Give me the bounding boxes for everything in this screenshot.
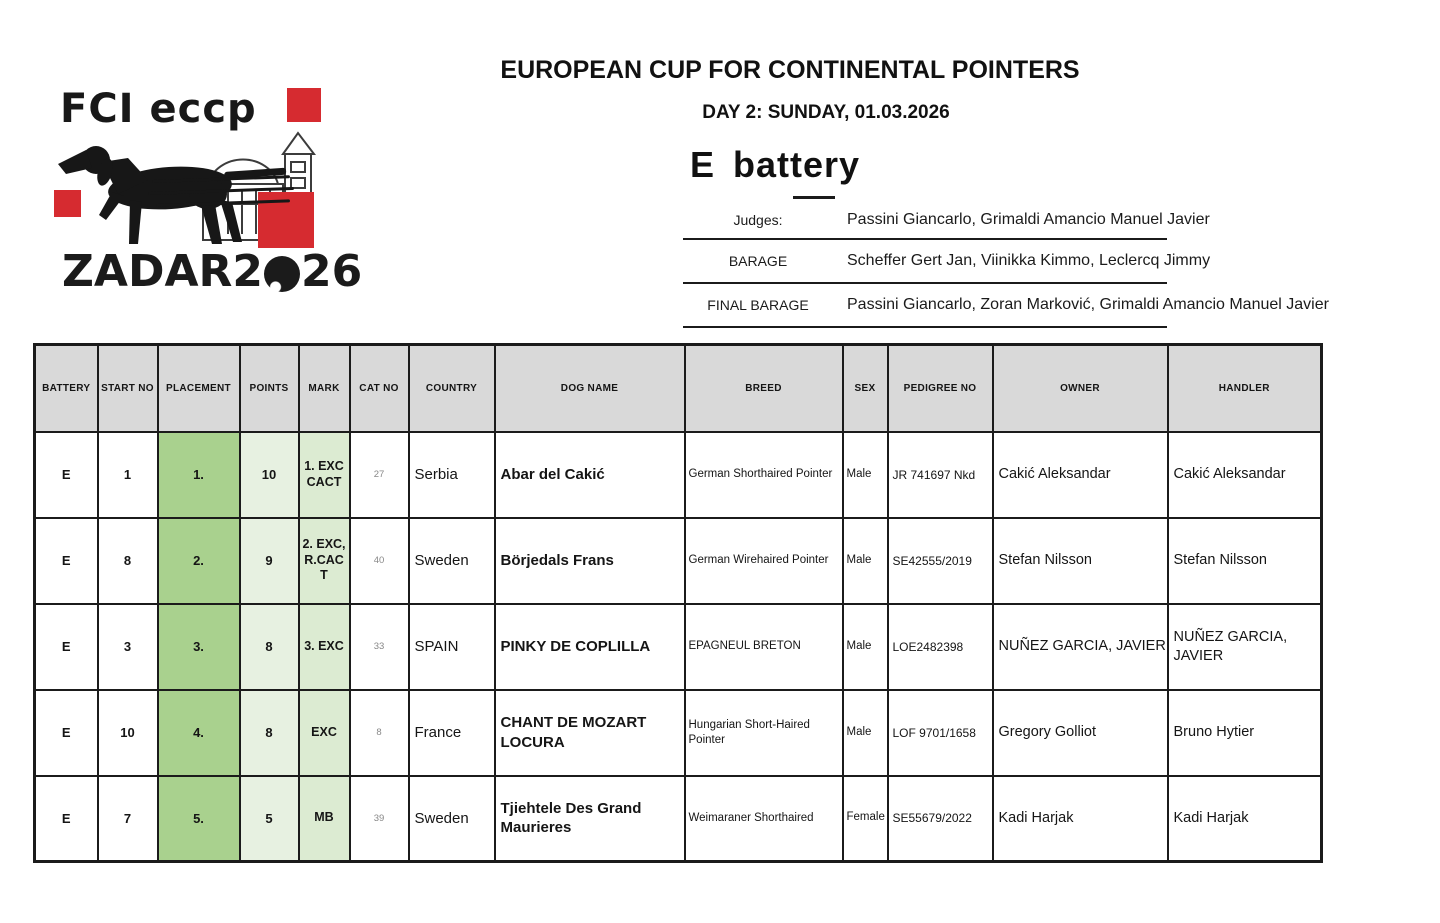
logo-event-suffix: 26 [301,246,363,297]
cell-handler: Kadi Harjak [1168,776,1322,862]
event-logo [60,86,330,132]
cell-owner: Stefan Nilsson [993,518,1168,604]
cell-sex: Male [843,518,888,604]
barage-names: Scheffer Gert Jan, Viinikka Kimmo, Leclercq Jimmy [847,252,1211,269]
cell-dog-name: Tjiehtele Des Grand Maurieres [495,776,685,862]
cell-sex: Female [843,776,888,862]
cell-pedigree-no: SE55679/2022 [888,776,993,862]
battery-title [690,144,860,186]
page-title: EUROPEAN CUP FOR CONTINENTAL POINTERS [500,56,1080,84]
final-barage-names: Passini Giancarlo, Zoran Marković, Grimaldi Amancio Manuel Javier [847,296,1329,313]
cell-country: Sweden [409,518,495,604]
col-sex: SEX [843,345,888,432]
col-start-no: START NO [98,345,158,432]
cell-start-no: 3 [98,604,158,690]
judges-names: Passini Giancarlo, Grimaldi Amancio Manuel Javier [847,211,1210,228]
cell-start-no: 7 [98,776,158,862]
judges-label: Judges: [733,212,783,228]
judges-panel [683,202,1329,328]
cell-start-no: 8 [98,518,158,604]
battery-letter: E [690,144,716,185]
logo-event-prefix: ZADAR2 [62,246,264,297]
cell-placement: 2. [158,518,240,604]
red-square-icon [287,88,321,122]
stylized-zero-icon [264,256,300,292]
cell-handler: NUÑEZ GARCIA, JAVIER [1168,604,1322,690]
table-row [35,690,1322,776]
cell-battery: E [35,776,98,862]
col-placement: PLACEMENT [158,345,240,432]
cell-pedigree-no: SE42555/2019 [888,518,993,604]
barage-row [683,240,1211,284]
barage-label: BARAGE [728,253,788,269]
logo-graphic [52,130,330,248]
cell-cat-no: 39 [350,776,409,862]
cell-handler: Cakić Aleksandar [1168,432,1322,518]
col-handler: HANDLER [1168,345,1322,432]
final-barage-label: FINAL BARAGE [707,297,809,313]
final-barage-row [683,284,1329,328]
cell-country: Sweden [409,776,495,862]
cell-dog-name: PINKY DE COPLILLA [495,604,685,690]
cell-breed: EPAGNEUL BRETON [685,604,843,690]
cell-cat-no: 33 [350,604,409,690]
cell-placement: 3. [158,604,240,690]
cell-placement: 5. [158,776,240,862]
day-subtitle: DAY 2: SUNDAY, 01.03.2026 [702,102,950,123]
col-owner: OWNER [993,345,1168,432]
cell-owner: NUÑEZ GARCIA, JAVIER [993,604,1168,690]
cell-sex: Male [843,690,888,776]
judges-row [683,202,1210,240]
cell-points: 8 [240,690,299,776]
battery-underline [793,196,835,199]
table-row [35,776,1322,862]
cell-handler: Stefan Nilsson [1168,518,1322,604]
cell-points: 10 [240,432,299,518]
cell-dog-name: Börjedals Frans [495,518,685,604]
cell-pedigree-no: JR 741697 Nkd [888,432,993,518]
cell-points: 5 [240,776,299,862]
cell-owner: Kadi Harjak [993,776,1168,862]
cell-points: 8 [240,604,299,690]
cell-cat-no: 27 [350,432,409,518]
table-row [35,432,1322,518]
cell-battery: E [35,518,98,604]
cell-mark: 1. EXC CACT [299,432,350,518]
cell-cat-no: 8 [350,690,409,776]
col-cat-no: CAT NO [350,345,409,432]
table-row [35,518,1322,604]
logo-org-text: FCI eccp [60,86,257,132]
logo-event-text [62,246,362,297]
col-pedigree-no: PEDIGREE NO [888,345,993,432]
cell-handler: Bruno Hytier [1168,690,1322,776]
cell-owner: Gregory Golliot [993,690,1168,776]
cell-breed: German Wirehaired Pointer [685,518,843,604]
results-table-wrap [33,343,1323,863]
cell-battery: E [35,604,98,690]
cell-mark: 2. EXC, R.CACT [299,518,350,604]
battery-word: battery [733,144,861,185]
cell-breed: Hungarian Short-Haired Pointer [685,690,843,776]
cell-country: SPAIN [409,604,495,690]
col-country: COUNTRY [409,345,495,432]
cell-pedigree-no: LOE2482398 [888,604,993,690]
cell-mark: EXC [299,690,350,776]
cell-battery: E [35,432,98,518]
col-dog-name: DOG NAME [495,345,685,432]
cell-mark: 3. EXC [299,604,350,690]
cell-dog-name: CHANT DE MOZART LOCURA [495,690,685,776]
cell-pedigree-no: LOF 9701/1658 [888,690,993,776]
cell-dog-name: Abar del Cakić [495,432,685,518]
cell-points: 9 [240,518,299,604]
col-points: POINTS [240,345,299,432]
cell-cat-no: 40 [350,518,409,604]
cell-sex: Male [843,432,888,518]
cell-sex: Male [843,604,888,690]
cell-country: Serbia [409,432,495,518]
results-table [33,343,1323,863]
col-breed: BREED [685,345,843,432]
col-mark: MARK [299,345,350,432]
cell-placement: 1. [158,432,240,518]
cell-battery: E [35,690,98,776]
table-header-row [35,345,1322,432]
cell-start-no: 10 [98,690,158,776]
cell-owner: Cakić Aleksandar [993,432,1168,518]
table-row [35,604,1322,690]
cell-breed: Weimaraner Shorthaired [685,776,843,862]
cell-country: France [409,690,495,776]
cell-mark: MB [299,776,350,862]
cell-placement: 4. [158,690,240,776]
cell-start-no: 1 [98,432,158,518]
col-battery: BATTERY [35,345,98,432]
cell-breed: German Shorthaired Pointer [685,432,843,518]
